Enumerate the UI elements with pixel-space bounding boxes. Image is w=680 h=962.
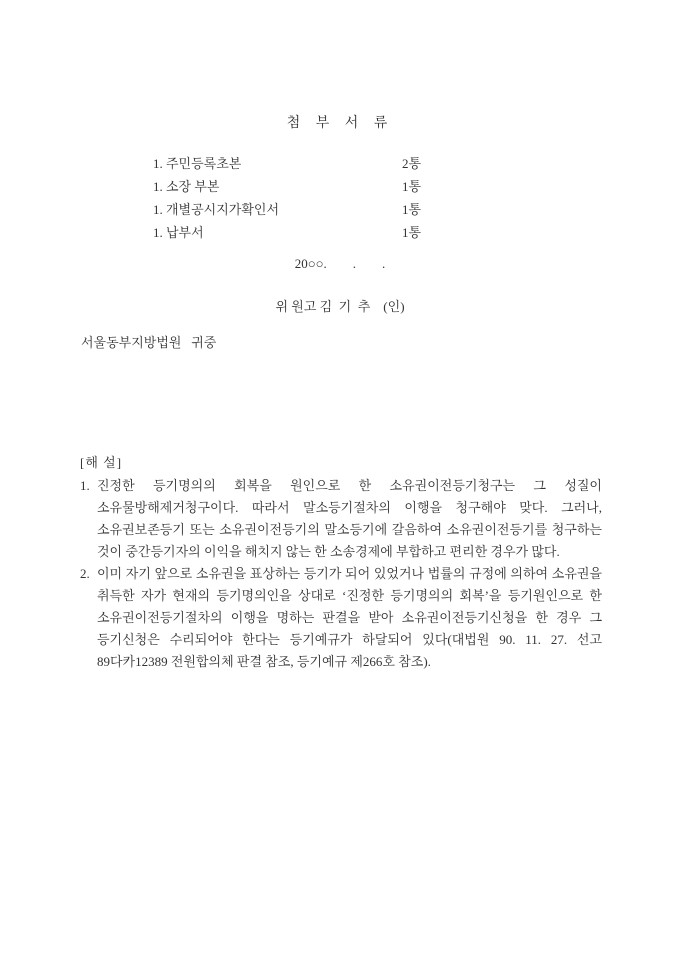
attachment-row [153,198,421,221]
commentary-item [80,475,602,563]
attachment-number: 1. [153,179,163,194]
commentary-number: 1. [80,478,90,493]
attachment-count: 1통 [401,225,421,240]
commentary-text: 이미 자기 앞으로 소유권을 표상하는 등기가 되어 있었거나 법률의 규정에 의하여 소유권을 취득한 자가 현재의 등기명의인을 상대로 ‘진정한 등기명의의 회복’을 등기원인으로 한 소유권이전등기절차의 이행을 명하는 판결을 받아 소유권이전등기신청을 한 경우 그 등기신청은 수리되어야 한다는 등기예규가 하달되어 있다(대법원 90. 11. 27. 선고 89다카12389 전원합의체 판결 참조, 등기예규 제266호 참조). [97,566,602,669]
attachment-label: 1. 주민등록초본 [153,156,242,171]
attachment-count: 1통 [401,179,421,194]
attachment-label: 1. 납부서 [153,225,204,240]
signature-line: 위 원고 김 기 추 (인) [275,299,405,314]
attachment-count: 1통 [401,202,421,217]
attachment-row [153,175,421,198]
attachment-row [153,152,421,175]
page-title: 첨 부 서 류 [286,116,394,131]
commentary-item [80,563,602,673]
commentary-heading: [해 설] [80,455,123,470]
commentary-number: 2. [80,566,90,581]
court-line: 서울동부지방법원 귀중 [81,335,217,350]
date-line: 20○○. . . [294,256,386,271]
attachment-label: 1. 소장 부본 [153,179,220,194]
attachment-number: 1. [153,225,163,240]
commentary-section [80,452,602,673]
attachment-count: 2통 [401,156,421,171]
attachment-number: 1. [153,202,163,217]
commentary-text: 진정한 등기명의의 회복을 원인으로 한 소유권이전등기청구는 그 성질이 소유물방해제거청구이다. 따라서 말소등기절차의 이행을 청구해야 맞다. 그러나, 소유권보존등기 또는 소유권이전등기의 말소등기에 갈음하여 소유권이전등기를 청구하는 것이 중간등기자의 이익을 해치지 않는 한 소송경제에 부합하고 편리한 경우가 많다. [97,478,602,559]
attachment-label: 1. 개별공시지가확인서 [153,202,280,217]
attachment-row [153,221,421,244]
attachment-list [153,152,421,244]
attachment-number: 1. [153,156,163,171]
